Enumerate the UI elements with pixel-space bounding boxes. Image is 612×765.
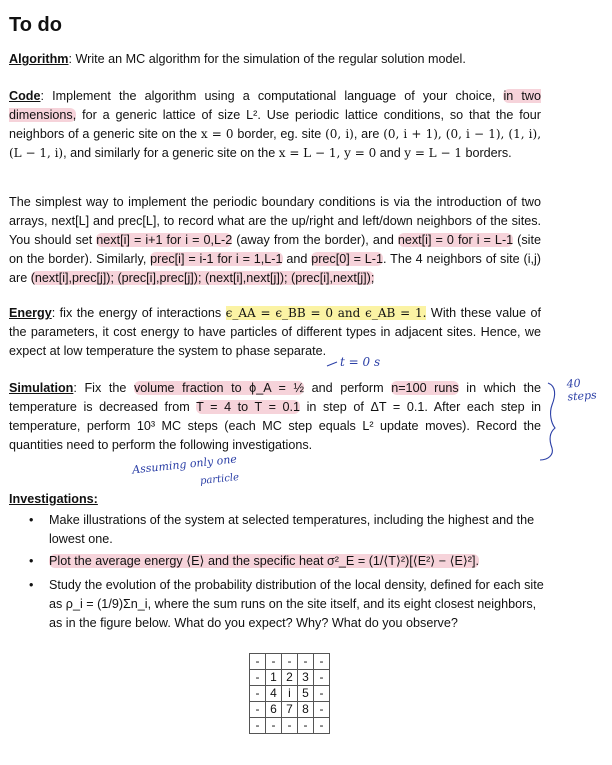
simulation-highlight-temperature: T = 4 to T = 0.1 [196,400,301,414]
simulation-text-1: : Fix the [73,381,134,395]
handwritten-t0: t = 0 s [340,355,381,369]
periodic-highlight-prec-border: prec[0] = L-1 [311,252,383,266]
grid-cell: - [282,654,298,670]
bullet-icon: • [29,578,34,592]
periodic-highlight-next-border: next[i] = 0 for i = L-1 [397,233,514,247]
grid-cell: - [266,654,282,670]
handwritten-steps: 40 steps [566,376,598,404]
simulation-highlight-volume: volume fraction to ϕ_A = ½ [133,381,304,395]
grid-cell: 5 [298,686,314,702]
energy-text-1: : fix the energy of interactions [51,306,226,320]
simulation-label: Simulation [9,381,74,395]
grid-cell: 7 [282,702,298,718]
code-label: Code [9,89,41,103]
grid-cell: - [298,654,314,670]
grid-cell: 1 [266,670,282,686]
code-text-1: : Implement the algorithm using a computational language of your choice, [40,89,504,103]
page-title: To do [9,14,62,36]
grid-cell: - [282,718,298,734]
code-text-5: , and similarly for a generic site on the [63,146,279,160]
simulation-text-3: in which the temperature is decreased from [9,381,541,414]
grid-cell: - [314,718,330,734]
grid-cell: 6 [266,702,282,718]
handwritten-assume: Assuming only one [131,452,238,477]
grid-cell: - [314,654,330,670]
energy-text-2: With these value of the parameters, it cost energy to have particles of different types in adjacent sites. Hence, we expect at low temperature the system to phase separate. [9,306,541,358]
grid-cell: - [314,686,330,702]
periodic-highlight-prec: prec[i] = i-1 for i = 1,L-1 [150,252,283,266]
grid-cell: 3 [298,670,314,686]
investigation-text: Study the evolution of the probability distribution of the local density, defined for each site as ρ_i = (1/9)Σn_i, where the sum runs on the site itself, and its eight closest neighbors, as in the figure below. What do you expect? Why? What do you observe? [49,578,544,630]
grid-cell: i [282,686,298,702]
bullet-icon: • [29,554,34,568]
energy-highlight: ϵ_AA = ϵ_BB = 0 and ϵ_AB = 1. [225,306,427,320]
grid-cell: 2 [282,670,298,686]
grid-cell: - [250,654,266,670]
periodic-text-5: . The 4 neighbors of site (i,j) are [9,252,541,285]
brace-mark [540,383,555,460]
handwritten-particle: particle [199,471,240,488]
periodic-text-1: The simplest way to implement the periodic boundary conditions is via the introduction of two arrays, next[L] and prec[L], to record what are the up/right and left/down neighbors of the sites. You should set [9,195,541,247]
bullet-icon: • [29,513,34,527]
periodic-highlight-next: next[i] = i+1 for i = 0,L-2 [96,233,233,247]
code-text-7: borders. [461,146,512,160]
code-math-2: (0, i) [325,127,354,141]
grid-cell: - [250,702,266,718]
grid-cell: 4 [266,686,282,702]
code-text-3: border, eg. site [233,127,326,141]
grid-cell: - [314,702,330,718]
periodic-text-3: (site on the border). Similarly, [9,233,541,266]
code-math-3: (0, i + 1), (0, i − 1), (1, i), (L − 1, i) [9,127,542,160]
energy-label: Energy [9,306,52,320]
investigation-text: Make illustrations of the system at selected temperatures, including the highest and the lowest one. [49,513,535,546]
algorithm-text: : Write an MC algorithm for the simulation of the regular solution model. [68,52,466,66]
grid-cell: - [298,718,314,734]
algorithm-label: Algorithm [9,52,69,66]
code-math-1: x = 0 [200,127,234,141]
grid-cell: 8 [298,702,314,718]
periodic-text-2: (away from the border), and [232,233,398,247]
grid-cell: - [250,670,266,686]
simulation-text-2: and perform [304,381,392,395]
code-text-2: for a generic lattice of size L². Use periodic lattice conditions, so that the four neighbors of a generic site on the [9,108,541,141]
code-text-6: and [376,146,405,160]
grid-cell: - [250,686,266,702]
grid-cell: - [314,670,330,686]
code-text-4: , are [353,127,384,141]
grid-cell: - [250,718,266,734]
code-math-5: y = L − 1 [404,146,462,160]
code-highlight-dimensions: in two dimensions, [9,89,541,122]
investigation-text-highlighted: Plot the average energy ⟨E⟩ and the specific heat σ²_E = (1/⟨T⟩²)[⟨E²⟩ − ⟨E⟩²]. [49,554,479,568]
simulation-text-4: in step of ΔT = 0.1. After each step in temperature, perform 10³ MC steps (each MC step equals L² update moves). Record the quantities need to perform the following investigations. [9,400,542,452]
code-math-4: x = L − 1, y = 0 [278,146,377,160]
simulation-highlight-runs: n=100 runs [391,381,459,395]
grid-cell: - [266,718,282,734]
investigations-label: Investigations: [9,492,98,506]
periodic-highlight-neighbors: (next[i],prec[j]); (prec[i],prec[j]); (next[i],next[j]); (prec[i],next[j]); [30,271,375,285]
arrow-mark [327,362,337,366]
periodic-text-4: and [282,252,312,266]
